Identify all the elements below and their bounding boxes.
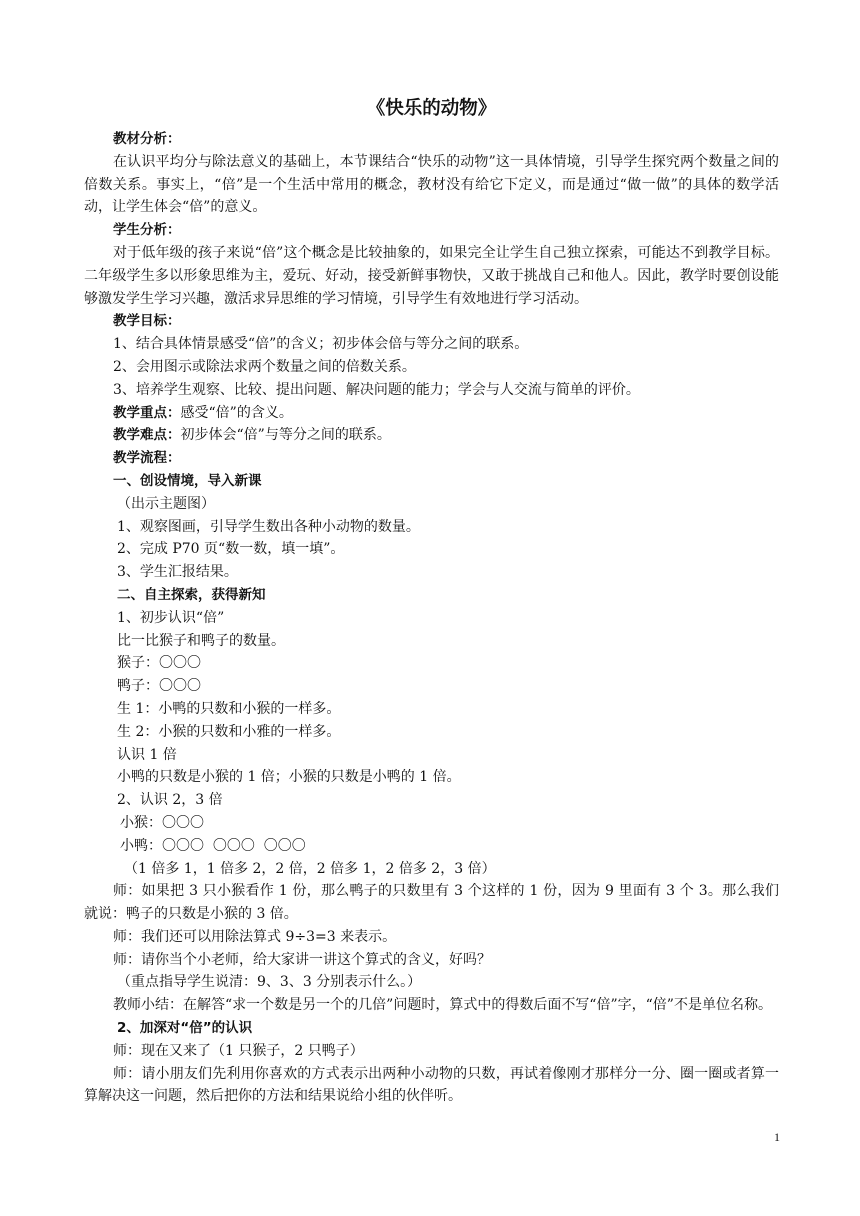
difficulty-text: 初步体会“倍”与等分之间的联系。	[180, 427, 391, 444]
teacher-paragraph: 师：如果把 3 只小猴看作 1 份，那么鸭子的只数里有 3 个这样的 1 份，因为 9 里面有 3 个 3。那么我们就说：鸭子的只数是小猴的 3 倍。	[84, 883, 779, 923]
flow-heading: 教学流程：	[113, 450, 181, 467]
key-point-text: 感受“倍”的含义。	[180, 404, 293, 421]
material-heading: 教材分析：	[113, 131, 181, 147]
multiples-line: （1 倍多 1，1 倍多 2，2 倍，2 倍多 1，2 倍多 2，3 倍）	[124, 860, 496, 877]
part1-line: 2、完成 P70 页“数一数，填一填”。	[117, 541, 345, 558]
part2-line: 认识 1 倍	[117, 746, 177, 763]
difficulty-label: 教学难点：	[113, 427, 181, 444]
part1-line: 3、学生汇报结果。	[117, 564, 238, 581]
goal-item: 3、培养学生观察、比较、提出问题、解决问题的能力；学会与人交流与简单的评价。	[113, 381, 640, 398]
goals-heading: 教学目标：	[113, 313, 181, 330]
teacher-paragraph: 师：我们还可以用除法算式 9÷3=3 来表示。	[113, 928, 397, 945]
student-paragraph: 对于低年级的孩子来说“倍”这个概念是比较抽象的，如果完全让学生自己独立探索，可能达不到教学目标。二年级学生多以形象思维为主，爱玩、好动，接受新鲜事物快，又敢于挑战自己和他人。因此，教学时要创设能够激发学生学习兴趣，激活求异思维的学习情境，引导学生有效地进行学习活动。	[84, 244, 779, 307]
document-body	[84, 128, 779, 1108]
part2-line: 猴子：〇〇〇	[117, 655, 201, 672]
document-title: 《快乐的动物》	[366, 98, 497, 119]
page-number: 1	[774, 1130, 780, 1144]
part2-line: 鸭子：〇〇〇	[117, 678, 201, 695]
teacher-paragraph: 师：请小朋友们先利用你喜欢的方式表示出两种小动物的只数，再试着像刚才那样分一分、圈一圈或者算一算解决这一问题，然后把你的方法和结果说给小组的伙伴听。	[84, 1065, 779, 1105]
part2-line: 生 2：小猴的只数和小雅的一样多。	[117, 723, 341, 740]
teacher-paragraph: 师：现在又来了（1 只猴子，2 只鸭子）	[113, 1042, 364, 1059]
part1-line: （出示主题图）	[117, 495, 215, 512]
student-heading: 学生分析：	[113, 222, 181, 239]
part1-line: 1、观察图画，引导学生数出各种小动物的数量。	[117, 518, 420, 535]
goal-item: 1、结合具体情景感受“倍”的含义；初步体会倍与等分之间的联系。	[113, 336, 529, 353]
part2-line: 生 1：小鸭的只数和小猴的一样多。	[117, 700, 341, 717]
summary-paragraph: 教师小结：在解答“求一个数是另一个的几倍”问题时，算式中的得数后面不写“倍”字，“倍”不是单位名称。	[113, 997, 772, 1014]
teacher-paragraph: 师：请你当个小老师，给大家讲一讲这个算式的含义，好吗？	[113, 951, 491, 968]
key-point	[84, 402, 779, 425]
material-paragraph: 在认识平均分与除法意义的基础上，本节课结合“快乐的动物”这一具体情境，引导学生探究两个数量之间的倍数关系。事实上，“倍”是一个生活中常用的概念，教材没有给它下定义，而是通过“做一做”的具体的数学活动，让学生体会“倍”的意义。	[84, 153, 779, 216]
part2-line: 比一比猴子和鸭子的数量。	[117, 632, 285, 649]
part2-heading: 二、自主探索，获得新知	[117, 586, 266, 603]
monkey-line: 小猴：〇〇〇	[120, 814, 204, 831]
part1-heading: 一、创设情境，导入新课	[113, 472, 262, 489]
part2-line: 小鸭的只数是小猴的 1 倍；小猴的只数是小鸭的 1 倍。	[117, 769, 461, 786]
part2-line: 2、认识 2，3 倍	[117, 792, 223, 809]
note-line: （重点指导学生说清：9、3、3 分别表示什么。）	[117, 974, 422, 991]
duck-line: 小鸭：〇〇〇 〇〇〇 〇〇〇	[120, 837, 306, 854]
deepen-heading: 2、加深对“倍”的认识	[117, 1020, 253, 1037]
key-point-label: 教学重点：	[113, 404, 181, 421]
part2-line: 1、初步认识“倍”	[117, 609, 225, 626]
difficulty-point	[84, 424, 779, 447]
goal-item: 2、会用图示或除法求两个数量之间的倍数关系。	[113, 358, 416, 375]
